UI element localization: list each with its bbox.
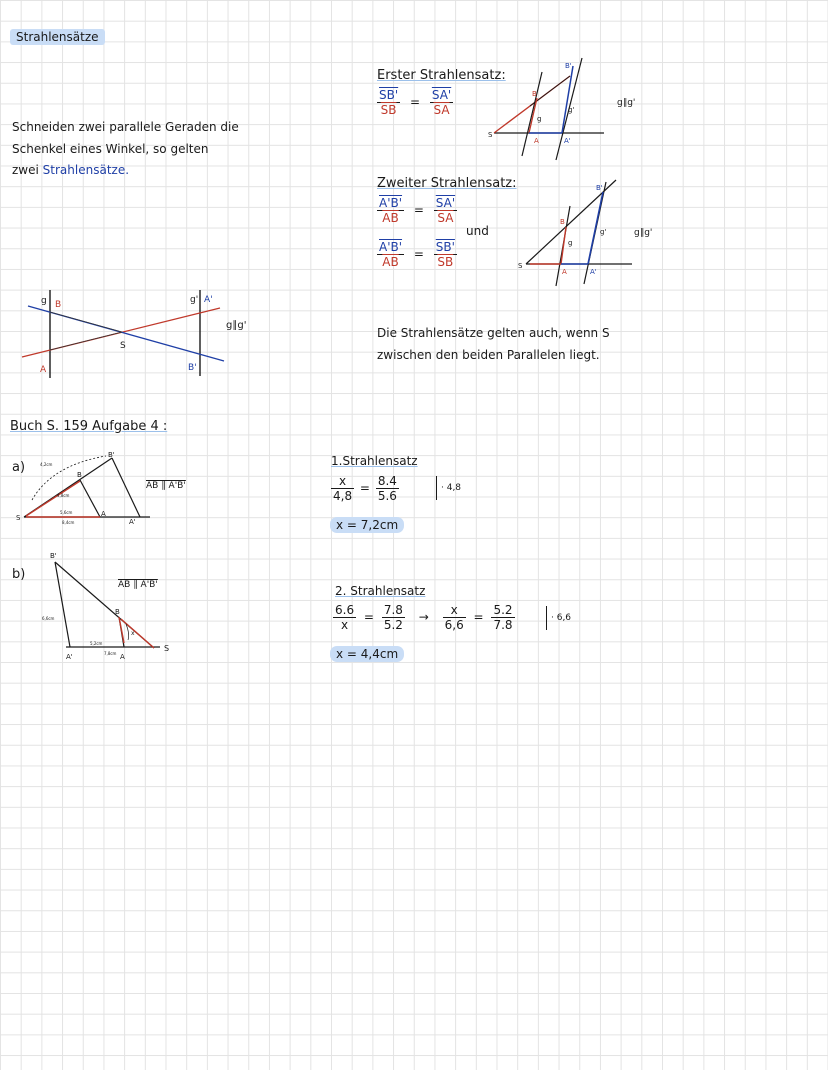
task-b-f2-num: 7.8: [383, 603, 403, 617]
task-b-eq-2: =: [473, 610, 484, 624]
first-title: Erster Strahlensatz:: [377, 68, 506, 83]
svg-text:A': A': [590, 268, 597, 276]
svg-text:S: S: [164, 644, 170, 653]
svg-text:g: g: [568, 239, 573, 247]
fig1-B: B: [55, 300, 62, 310]
second-r1-den2: SA: [437, 211, 454, 225]
task-b-equation: [333, 603, 515, 632]
task-b-f1-num: 6.6: [335, 603, 355, 617]
svg-text:g∥g': g∥g': [634, 228, 653, 238]
second-r2-den2: SB: [437, 255, 454, 269]
task-a-label: a): [12, 460, 26, 475]
second-r1-num2: SA': [435, 196, 456, 210]
task-a-mult-text: · 4,8: [441, 483, 462, 493]
svg-text:g: g: [537, 115, 542, 123]
second-und: und: [466, 224, 489, 238]
svg-text:7,8cm: 7,8cm: [104, 651, 117, 656]
svg-text:4,2cm: 4,2cm: [40, 462, 53, 467]
svg-text:g': g': [600, 228, 607, 236]
task-b-title: 2. Strahlensatz: [335, 584, 426, 598]
task-b-arrow: →: [418, 610, 429, 624]
task-b-f3-num: x: [443, 603, 466, 618]
first-eq: =: [409, 95, 421, 109]
task-a-title: 1.Strahlensatz: [331, 454, 418, 468]
intro-highlight: Strahlensätze.: [42, 163, 130, 177]
svg-text:g∥g': g∥g': [617, 98, 636, 108]
task-a-eq: =: [359, 481, 370, 495]
second-r1-num1: A'B': [379, 196, 403, 210]
svg-text:B': B': [565, 62, 572, 70]
fig1-A-prime: A': [204, 295, 213, 305]
task-b-f2-den: 5.2: [383, 618, 403, 632]
intro-line-1: Schneiden zwei parallele Geraden die: [12, 120, 239, 134]
svg-text:B: B: [560, 218, 565, 226]
task-b-mult: [546, 606, 571, 630]
svg-text:A': A': [564, 137, 571, 145]
svg-text:B: B: [115, 608, 120, 616]
first-num1: SB': [379, 88, 399, 102]
svg-text:B: B: [77, 471, 82, 479]
svg-text:S: S: [488, 131, 493, 139]
fig1-B-prime: B': [188, 363, 197, 373]
svg-text:A: A: [101, 510, 106, 518]
svg-text:B': B': [108, 451, 115, 459]
task-a-result: x = 7,2cm: [330, 517, 404, 533]
first-num2: SA': [431, 88, 452, 102]
svg-text:S: S: [16, 514, 21, 522]
task-a-x: x: [331, 474, 354, 489]
svg-text:A': A': [66, 653, 73, 661]
task-b-f4-den: 7.8: [493, 618, 513, 632]
book-reference: Buch S. 159 Aufgabe 4 :: [10, 419, 168, 434]
svg-text:6,6cm: 6,6cm: [42, 616, 55, 621]
task-b-label: b): [12, 567, 26, 582]
svg-text:A': A': [129, 518, 136, 526]
second-eq-1: =: [413, 203, 424, 217]
svg-text:g': g': [568, 106, 575, 114]
svg-text:A: A: [534, 137, 539, 145]
svg-text:8,4cm: 8,4cm: [62, 520, 75, 525]
second-r2-num1: A'B': [379, 240, 403, 254]
first-den1: SB: [380, 103, 397, 117]
note-line-2: zwischen den beiden Parallelen liegt.: [377, 348, 600, 362]
svg-text:B': B': [50, 552, 57, 560]
task-b-eq-1: =: [363, 610, 374, 624]
first-den2: SA: [433, 103, 450, 117]
svg-text:5,6cm: 5,6cm: [60, 510, 73, 515]
fig1-g: g: [41, 296, 47, 306]
note-line-1: Die Strahlensätze gelten auch, wenn S: [377, 326, 610, 340]
svg-text:B': B': [596, 184, 603, 192]
task-b-result: x = 4,4cm: [330, 646, 404, 662]
task-a-r-num: 8.4: [377, 474, 397, 488]
second-title: Zweiter Strahlensatz:: [377, 176, 517, 191]
fig1-parallel: g∥g': [226, 320, 247, 331]
fig1-g-prime: g': [190, 295, 199, 305]
second-eq-2: =: [413, 247, 424, 261]
task-a-x-den: 4,8: [333, 489, 353, 503]
svg-text:A: A: [120, 653, 125, 661]
fig1-A: A: [40, 365, 47, 375]
task-b-mult-text: · 6,6: [551, 613, 572, 623]
second-r1-den1: AB: [382, 211, 399, 225]
task-b-parallel: AB ∥ A'B': [118, 580, 158, 590]
svg-text:S: S: [518, 262, 523, 270]
task-b-f3-den: 6,6: [444, 618, 464, 632]
task-b-f4-num: 5.2: [493, 603, 513, 617]
svg-text:4,8cm: 4,8cm: [57, 493, 70, 498]
second-r2-num2: SB': [435, 240, 455, 254]
intro-prefix: zwei: [12, 163, 39, 177]
task-a-r-den: 5.6: [377, 489, 397, 503]
fig1-S: S: [120, 341, 126, 351]
svg-text:x: x: [131, 630, 135, 637]
task-b-f1-den: x: [340, 618, 349, 632]
second-r2-den1: AB: [382, 255, 399, 269]
svg-text:A: A: [562, 268, 567, 276]
intro-line-2: Schenkel eines Winkel, so gelten: [12, 142, 209, 156]
svg-text:5,2cm: 5,2cm: [90, 641, 103, 646]
task-a-parallel: AB ∥ A'B': [146, 481, 186, 491]
svg-text:B: B: [532, 90, 537, 98]
page-title: Strahlensätze: [10, 29, 105, 45]
